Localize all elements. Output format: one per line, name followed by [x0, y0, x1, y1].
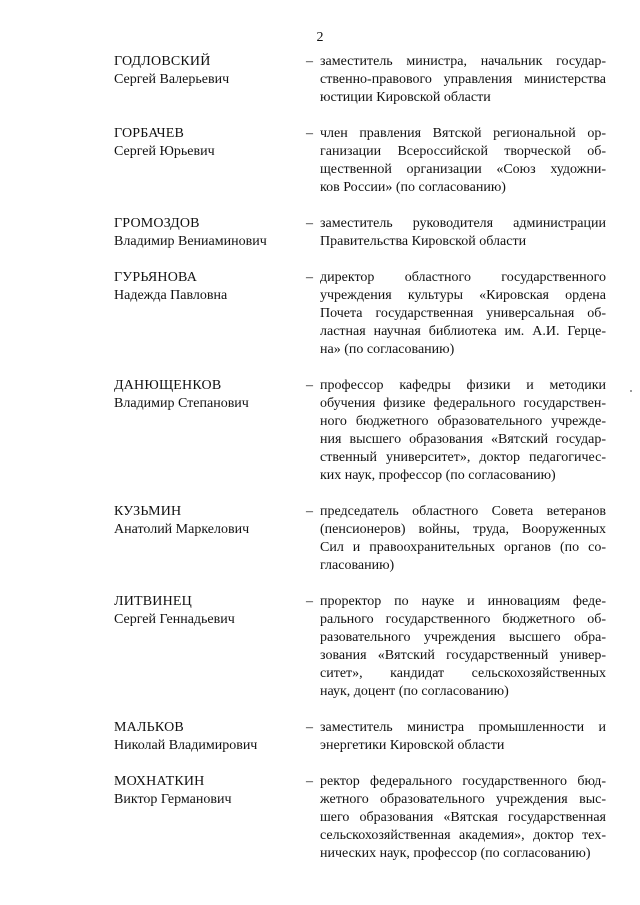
- position-line: председатель областного Совета ветеранов: [320, 504, 606, 519]
- member-position: [320, 719, 606, 755]
- position-line: ков России» (по согласованию): [320, 180, 506, 195]
- position-line: на» (по согласованию): [320, 342, 455, 357]
- member-entry: [114, 377, 606, 485]
- position-line: ректор федерального государственного бюд-: [320, 774, 606, 789]
- position-line: жетного образовательного учреждения выс-: [320, 792, 606, 807]
- member-surname: МОХНАТКИН: [114, 774, 205, 789]
- position-line: гласованию): [320, 558, 395, 573]
- member-position: [320, 215, 606, 251]
- member-entry: [114, 215, 606, 251]
- member-given-name: Сергей Валерьевич: [114, 72, 230, 87]
- position-line: проректор по науке и инновациям феде-: [320, 594, 606, 609]
- member-name: [114, 53, 306, 89]
- position-line: член правления Вятской региональной ор-: [320, 126, 606, 141]
- position-line: энергетики Кировской области: [320, 738, 505, 753]
- position-line: Почета государственная универсальная об-: [320, 306, 606, 321]
- member-given-name: Владимир Вениаминович: [114, 234, 267, 249]
- member-position: [320, 125, 606, 197]
- position-line: ственный университет», доктор педагогичес-: [320, 450, 606, 465]
- member-name: [114, 269, 306, 305]
- position-line: шего образования «Вятская государственная: [320, 810, 606, 825]
- member-entry: [114, 125, 606, 197]
- member-entry: [114, 719, 606, 755]
- position-line: сельскохозяйственная академия», доктор тех-: [320, 828, 606, 843]
- member-name: [114, 503, 306, 539]
- position-line: заместитель министра промышленности и: [320, 720, 606, 735]
- separator-dash: –: [306, 126, 313, 141]
- page-number: 2: [316, 30, 324, 45]
- member-position: [320, 773, 606, 863]
- member-given-name: Владимир Степанович: [114, 396, 249, 411]
- member-surname: МАЛЬКОВ: [114, 720, 184, 735]
- member-surname: ЛИТВИНЕЦ: [114, 594, 192, 609]
- member-entry: [114, 269, 606, 359]
- separator-dash: –: [306, 216, 313, 231]
- position-line: профессор кафедры физики и методики: [320, 378, 606, 393]
- member-name: [114, 215, 306, 251]
- member-entry: [114, 53, 606, 107]
- separator-dash: –: [306, 774, 313, 789]
- position-line: учреждения культуры «Кировская ордена: [320, 288, 606, 303]
- member-entry: [114, 503, 606, 575]
- member-entry: [114, 593, 606, 701]
- position-line: (пенсионеров) войны, труда, Вооруженных: [320, 522, 606, 537]
- position-line: рального государственного бюджетного об-: [320, 612, 606, 627]
- member-surname: КУЗЬМИН: [114, 504, 182, 519]
- member-name: [114, 719, 306, 755]
- member-name: [114, 773, 306, 809]
- position-line: обучения физике федерального государствен-: [320, 396, 606, 411]
- member-position: [320, 53, 606, 107]
- position-line: ких наук, профессор (по согласованию): [320, 468, 556, 483]
- position-line: щественной организации «Союз художни-: [320, 162, 606, 177]
- member-surname: ГУРЬЯНОВА: [114, 270, 198, 285]
- member-given-name: Николай Владимирович: [114, 738, 258, 753]
- separator-dash: –: [306, 54, 313, 69]
- member-surname: ГРОМОЗДОВ: [114, 216, 200, 231]
- scan-speck: [630, 390, 632, 392]
- position-line: Правительства Кировской области: [320, 234, 527, 249]
- member-surname: ГОРБАЧЕВ: [114, 126, 185, 141]
- member-list: [114, 53, 606, 863]
- position-line: разовательного учреждения высшего обра-: [320, 630, 606, 645]
- member-position: [320, 377, 606, 485]
- position-line: ния высшего образования «Вятский государ-: [320, 432, 606, 447]
- position-line: Сил и правоохранительных органов (по со-: [320, 540, 606, 555]
- position-line: ственно-правового управления министерства: [320, 72, 606, 87]
- position-line: зования «Вятский государственный универ-: [320, 648, 606, 663]
- position-line: ного бюджетного образовательного учрежде-: [320, 414, 606, 429]
- member-entry: [114, 773, 606, 863]
- position-line: нических наук, профессор (по согласованию): [320, 846, 591, 861]
- separator-dash: –: [306, 270, 313, 285]
- member-name: [114, 125, 306, 161]
- member-given-name: Виктор Германович: [114, 792, 232, 807]
- member-surname: ДАНЮЩЕНКОВ: [114, 378, 222, 393]
- member-given-name: Сергей Геннадьевич: [114, 612, 235, 627]
- position-line: наук, доцент (по согласованию): [320, 684, 509, 699]
- separator-dash: –: [306, 720, 313, 735]
- member-position: [320, 503, 606, 575]
- member-given-name: Надежда Павловна: [114, 288, 228, 303]
- separator-dash: –: [306, 504, 313, 519]
- position-line: заместитель руководителя администрации: [320, 216, 606, 231]
- member-name: [114, 593, 306, 629]
- position-line: заместитель министра, начальник государ-: [320, 54, 606, 69]
- position-line: юстиции Кировской области: [320, 90, 491, 105]
- member-surname: ГОДЛОВСКИЙ: [114, 54, 211, 69]
- member-given-name: Сергей Юрьевич: [114, 144, 215, 159]
- position-line: ганизации Всероссийской творческой об-: [320, 144, 606, 159]
- member-given-name: Анатолий Маркелович: [114, 522, 250, 537]
- member-name: [114, 377, 306, 413]
- member-position: [320, 269, 606, 359]
- separator-dash: –: [306, 594, 313, 609]
- position-line: ластная научная библиотека им. А.И. Герце-: [320, 324, 606, 339]
- position-line: директор областного государственного: [320, 270, 606, 285]
- separator-dash: –: [306, 378, 313, 393]
- position-line: ситет», кандидат сельскохозяйственных: [320, 666, 606, 681]
- member-position: [320, 593, 606, 701]
